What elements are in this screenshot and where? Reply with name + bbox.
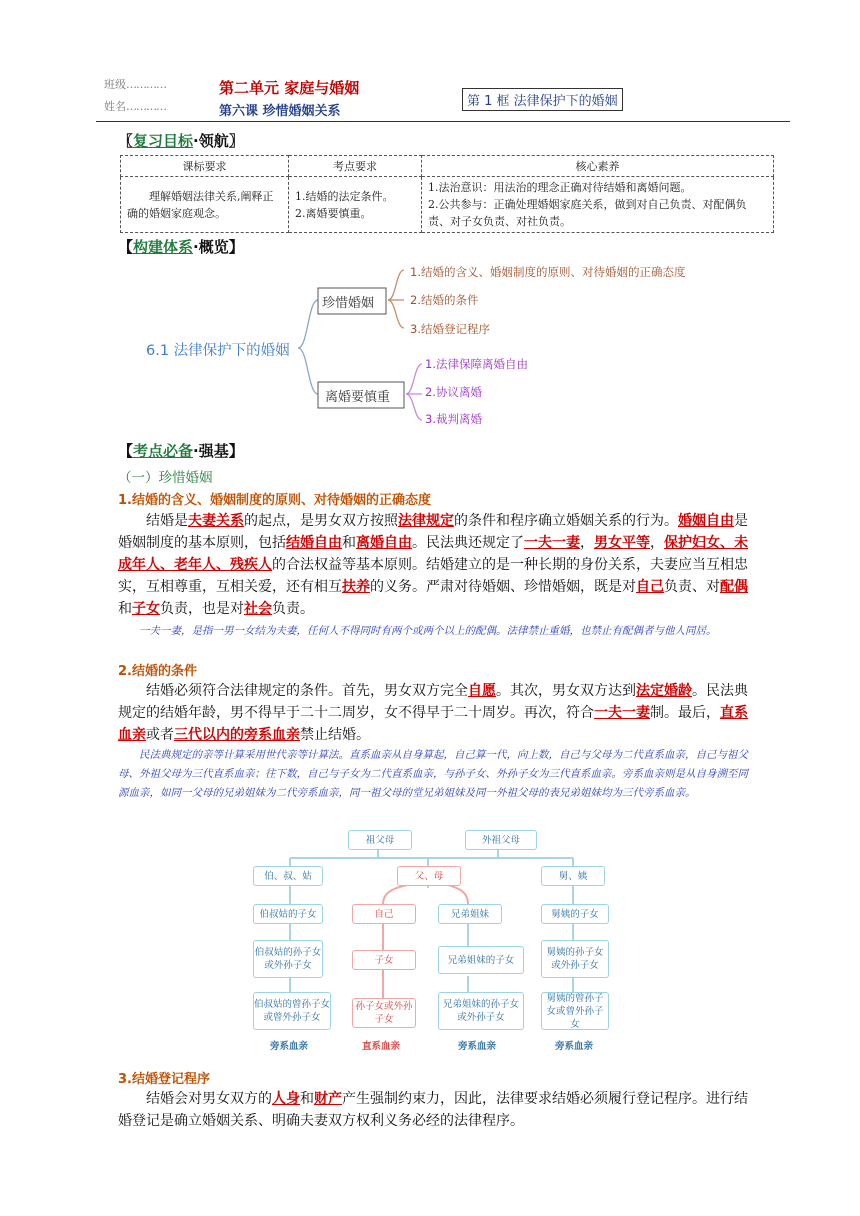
kin-self: 自己: [352, 904, 416, 924]
system-section-title: 【构建体系·概览】: [118, 238, 244, 256]
lesson-title: 第六课 珍惜婚姻关系: [219, 104, 341, 119]
kin-col4-grandchildren: 舅姨的孙子女或外孙子女: [541, 940, 609, 978]
kin-col1-grandchildren: 伯叔姑的孙子女或外孙子女: [253, 940, 323, 978]
kin-foot-label: 直系血亲: [362, 1041, 401, 1052]
mindmap-branch-2-item: 3.裁判离婚: [425, 412, 482, 426]
mindmap-root: 6.1 法律保护下的婚姻: [146, 343, 290, 359]
unit-title: 第二单元 家庭与婚姻: [219, 79, 360, 97]
note-1: 一夫一妻，是指一男一女结为夫妻，任何人不得同时有两个或两个以上的配偶。法律禁止重婚，也禁止有配偶者与他人同居。: [139, 625, 717, 637]
mindmap-branch-1-item: 1.结婚的含义、婚姻制度的原则、对待婚姻的正确态度: [410, 265, 686, 279]
section-1-title: 1.结婚的含义、婚姻制度的原则、对待婚姻的正确态度: [118, 493, 431, 508]
part-1-title: （一）珍惜婚姻: [118, 470, 213, 486]
name-label: 姓名…………: [104, 100, 166, 113]
paragraph-1: 结婚是夫妻关系的起点，是男女双方按照法律规定的条件和程序确立婚姻关系的行为。婚姻自由是婚姻制度的基本原则，包括结婚自由和离婚自由。民法典还规定了一夫一妻，男女平等，保护妇女、未成年人、老年人、残疾人的合法权益等基本原则。结婚建立的是一种长期的身份关系，夫妻应当互相忠实，互相尊重，互相关爱，还有相互扶养的义务。严肃对待婚姻、珍惜婚姻，既是对自己负责、对配偶和子女负责，也是对社会负责。: [118, 513, 748, 617]
kin-grandchildren: 孙子女或外孙子女: [352, 998, 416, 1028]
kin-foot-label: 旁系血亲: [458, 1041, 497, 1052]
section-3-title: 3.结婚登记程序: [118, 1072, 210, 1087]
exam-points-cell: 1.结婚的法定条件。 2.离婚要慎重。: [289, 177, 422, 233]
kin-foot-label: 旁系血亲: [555, 1041, 594, 1052]
mindmap-branch-2-item: 1.法律保障离婚自由: [425, 357, 528, 371]
standard-cell: 理解婚姻法律关系,阐释正确的婚姻家庭观念。: [121, 177, 289, 233]
mindmap-branch-1: 珍惜婚姻: [322, 296, 375, 311]
kin-maternal-uncles: 舅、姨: [541, 866, 605, 886]
kin-maternal-grandparents: 外祖父母: [465, 830, 537, 850]
review-section-title: 〖复习目标·领航〗: [118, 132, 244, 150]
note-2: 民法典规定的亲等计算采用世代亲等计算法。直系血亲从自身算起，自己算一代，向上数，自己与父母为二代直系血亲，自己与祖父母、外祖父母为三代直系血亲；往下数，自己与子女为二代直系血亲，与孙子女、外孙子女为三代直系血亲。旁系血亲则是从自身溯至同源血亲，如同一父母的兄弟姐妹为二代旁系血亲，同一祖父母的堂兄弟姐妹及同一外祖父母的表兄弟姐妹均为三代旁系血亲。: [118, 749, 748, 799]
kin-grandparents: 祖父母: [348, 830, 412, 850]
kin-parents: 父、母: [397, 866, 461, 886]
kin-col4-children: 舅姨的子女: [541, 904, 609, 924]
table-header: 考点要求: [289, 156, 422, 177]
kin-col1-children: 伯叔姑的子女: [253, 904, 323, 924]
kin-children: 子女: [352, 950, 416, 970]
mindmap-branch-1-item: 2.结婚的条件: [410, 293, 479, 307]
paragraph-2: 结婚必须符合法律规定的条件。首先，男女双方完全自愿。其次，男女双方达到法定婚龄。民法典规定的结婚年龄，男不得早于二十二周岁，女不得早于二十周岁。再次，符合一夫一妻制。最后，直系血亲或者三代以内的旁系血亲禁止结婚。: [118, 683, 748, 743]
header-divider: [96, 121, 790, 122]
table-header: 核心素养: [422, 156, 774, 177]
class-label: 班级…………: [104, 78, 166, 91]
kin-siblings-grandchildren: 兄弟姐妹的孙子女或外孙子女: [438, 992, 524, 1030]
kin-siblings-children: 兄弟姐妹的子女: [438, 946, 524, 974]
kin-col4-great-grandchildren: 舅姨的曾孙子女或曾外孙子女: [541, 992, 609, 1030]
paragraph-3: 结婚会对男女双方的人身和财产产生强制约束力，因此，法律要求结婚必须履行登记程序。进行结婚登记是确立婚姻关系、明确夫妻双方权利义务必经的法律程序。: [118, 1091, 748, 1129]
core-cell: 1.法治意识：用法治的理念正确对待结婚和离婚问题。 2.公共参与：正确处理婚姻家庭关系，做到对自己负责、对配偶负责、对子女负责、对社负责。: [422, 177, 774, 233]
kin-uncles-aunts: 伯、叔、姑: [253, 866, 323, 886]
frame-title: 第 1 框 法律保护下的婚姻: [462, 88, 623, 111]
review-table: [120, 155, 774, 233]
kin-col1-great-grandchildren: 伯叔姑的曾孙子女或曾外孙子女: [253, 992, 331, 1030]
kin-siblings: 兄弟姐妹: [438, 904, 502, 924]
mindmap-branch-2: 离婚要慎重: [325, 390, 391, 405]
table-header: 课标要求: [121, 156, 289, 177]
mindmap-branch-2-item: 2.协议离婚: [425, 385, 482, 399]
kin-foot-label: 旁系血亲: [270, 1041, 309, 1052]
section-2-title: 2.结婚的条件: [118, 664, 197, 679]
mindmap-branch-1-item: 3.结婚登记程序: [410, 322, 490, 336]
points-section-title: 【考点必备·强基】: [118, 442, 244, 460]
